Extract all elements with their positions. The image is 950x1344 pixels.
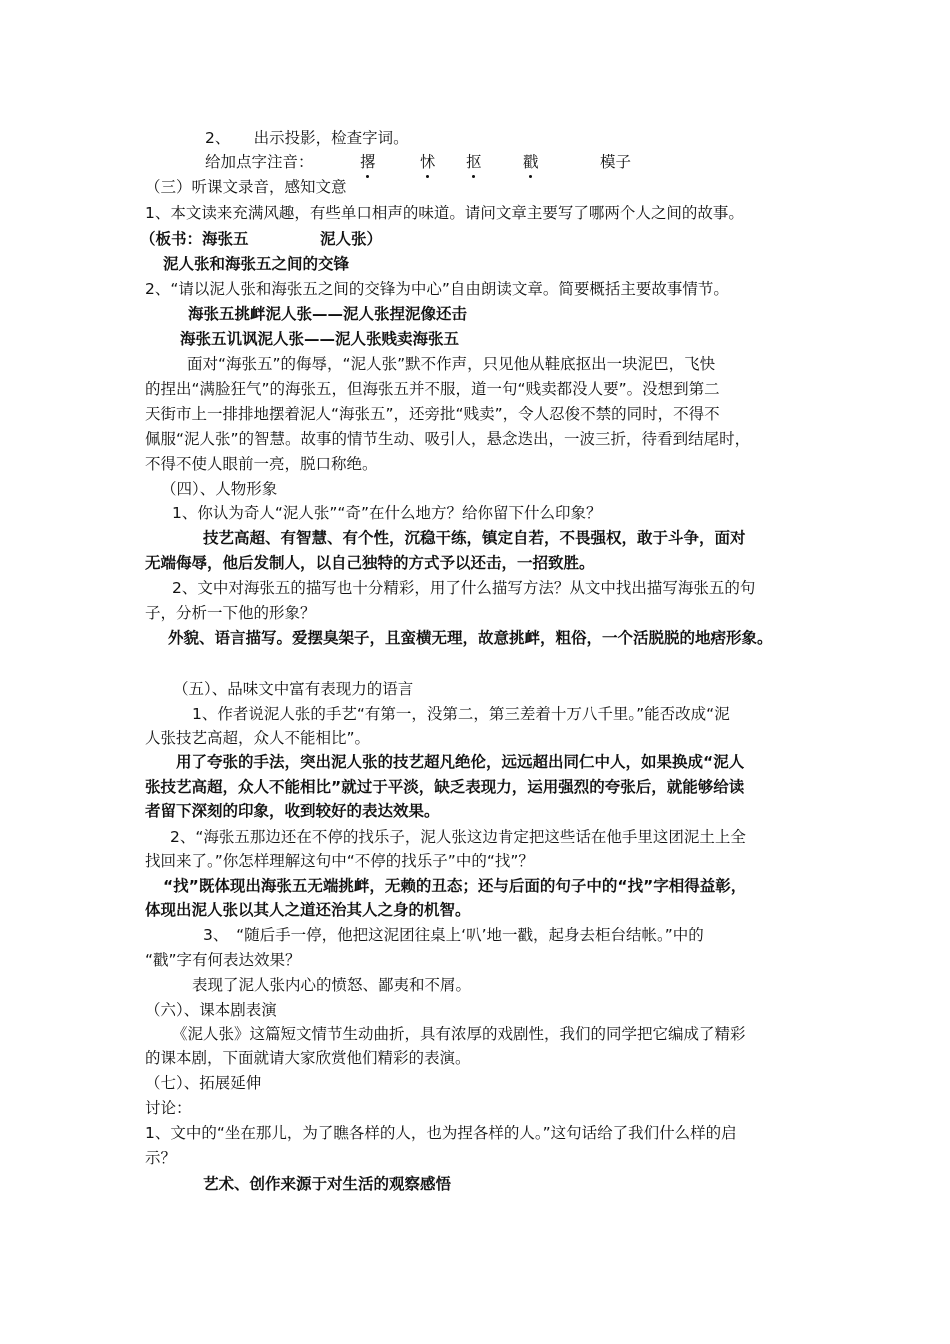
word-2: 怵 bbox=[420, 153, 436, 171]
language-question-2b: 找回来了。”你怎样理解这句中“不停的找乐子”中的“找”？ bbox=[145, 852, 534, 870]
summary-line-1: 面对“海张五”的侮辱，“泥人张”默不作声，只见他从鞋底抠出一块泥巴，飞快 bbox=[187, 355, 716, 373]
character-question-1: 1、你认为奇人“泥人张”“奇”在什么地方？给你留下什么印象？ bbox=[172, 504, 602, 522]
section-3-heading: （三）听课文录音，感知文意 bbox=[145, 178, 347, 196]
character-question-2b: 子，分析一下他的形象？ bbox=[145, 604, 316, 622]
character-answer-1a: 技艺高超、有智慧、有个性，沉稳干练，镇定自若，不畏强权，敢于斗争，面对 bbox=[203, 529, 746, 547]
character-question-2a: 2、文中对海张五的描写也十分精彩，用了什么描写方法？从文中找出描写海张五的句 bbox=[172, 579, 756, 597]
word-5: 模子 bbox=[600, 153, 632, 171]
language-question-1a: 1、作者说泥人张的手艺“有第一，没第二，第三差着十万八千里。”能否改成“泥 bbox=[192, 705, 730, 723]
word-1: 撂 bbox=[360, 153, 376, 171]
language-answer-1b: 张技艺高超，众人不能相比”就过于平淡，缺乏表现力，运用强烈的夸张后，就能够给读 bbox=[145, 778, 745, 796]
plot-line-1: 海张五挑衅泥人张——泥人张捏泥像还击 bbox=[188, 305, 468, 323]
plot-line-2: 海张五讥讽泥人张——泥人张贱卖海张五 bbox=[180, 330, 460, 348]
character-answer-2: 外貌、语言描写。爱摆臭架子，且蛮横无理，故意挑衅，粗俗，一个活脱脱的地痞形象。 bbox=[168, 629, 773, 647]
language-answer-3: 表现了泥人张内心的愤怒、鄙夷和不屑。 bbox=[192, 976, 472, 994]
play-text-2: 的课本剧，下面就请大家欣赏他们精彩的表演。 bbox=[145, 1049, 471, 1067]
section-5-heading: （五）、品味文中富有表现力的语言 bbox=[173, 680, 414, 698]
summary-line-3: 天街市上一排排地摆着泥人“海张五”，还旁批“贱卖”，令人忍俊不禁的同时，不得不 bbox=[145, 405, 720, 423]
question-1: 1、本文读来充满风趣，有些单口相声的味道。请问文章主要写了哪两个人之间的故事。 bbox=[145, 204, 744, 222]
section-6-heading: （六）、课本剧表演 bbox=[145, 1001, 277, 1019]
discussion-question-a: 1、文中的“坐在那儿，为了瞧各样的人，也为捏各样的人。”这句话给了我们什么样的启 bbox=[145, 1124, 737, 1142]
character-answer-1b: 无端侮辱，他后发制人，以自己独特的方式予以还击，一招致胜。 bbox=[145, 554, 595, 572]
language-answer-1c: 者留下深刻的印象，收到较好的表达效果。 bbox=[145, 802, 440, 820]
blackboard-note-a: （板书：海张五 bbox=[140, 230, 249, 248]
discussion-question-b: 示？ bbox=[145, 1149, 177, 1167]
word-4: 戳 bbox=[523, 153, 539, 171]
question-2: 2、“请以泥人张和海张五之间的交锋为中心”自由朗读文章。简要概括主要故事情节。 bbox=[145, 280, 729, 298]
language-question-1b: 人张技艺高超，众人不能相比”。 bbox=[145, 729, 371, 747]
blackboard-note-b: 泥人张） bbox=[320, 230, 383, 248]
language-question-2a: 2、“海张五那边还在不停的找乐子，泥人张这边肯定把这些话在他手里这团泥土上全 bbox=[170, 828, 746, 846]
play-text-1: 《泥人张》这篇短文情节生动曲折，具有浓厚的戏剧性，我们的同学把它编成了精彩 bbox=[172, 1025, 746, 1043]
summary-line-4: 佩服“泥人张”的智慧。故事的情节生动、吸引人，悬念迭出，一波三折，待看到结尾时， bbox=[145, 430, 751, 448]
word-3: 抠 bbox=[466, 153, 482, 171]
language-answer-1a: 用了夸张的手法，突出泥人张的技艺超凡绝伦，远远超出同仁中人，如果换成“泥人 bbox=[176, 753, 745, 771]
summary-line-5: 不得不使人眼前一亮，脱口称绝。 bbox=[145, 455, 378, 473]
language-answer-2b: 体现出泥人张以其人之道还治其人之身的机智。 bbox=[145, 901, 471, 919]
confrontation-title: 泥人张和海张五之间的交锋 bbox=[163, 255, 350, 273]
discussion-label: 讨论： bbox=[145, 1099, 192, 1117]
pinyin-label: 给加点字注音： bbox=[205, 153, 314, 171]
language-question-3a: 3、 “随后手一停，他把这泥团往桌上‘叭’地一戳，起身去柜台结帐。”中的 bbox=[203, 926, 704, 944]
section-7-heading: （七）、拓展延伸 bbox=[145, 1074, 262, 1092]
summary-line-2: 的捏出“满脸狂气”的海张五，但海张五并不服，道一句“贱卖都没人要”。没想到第二 bbox=[145, 380, 720, 398]
step-2-heading: 2、 出示投影，检查字词。 bbox=[205, 129, 409, 147]
section-4-heading: （四）、人物形象 bbox=[161, 480, 278, 498]
language-answer-2a: “找”既体现出海张五无端挑衅，无赖的丑态；还与后面的句子中的“找”字相得益彰， bbox=[163, 877, 747, 895]
discussion-answer: 艺术、创作来源于对生活的观察感悟 bbox=[203, 1175, 452, 1193]
language-question-3b: “戳”字有何表达效果？ bbox=[145, 951, 301, 969]
